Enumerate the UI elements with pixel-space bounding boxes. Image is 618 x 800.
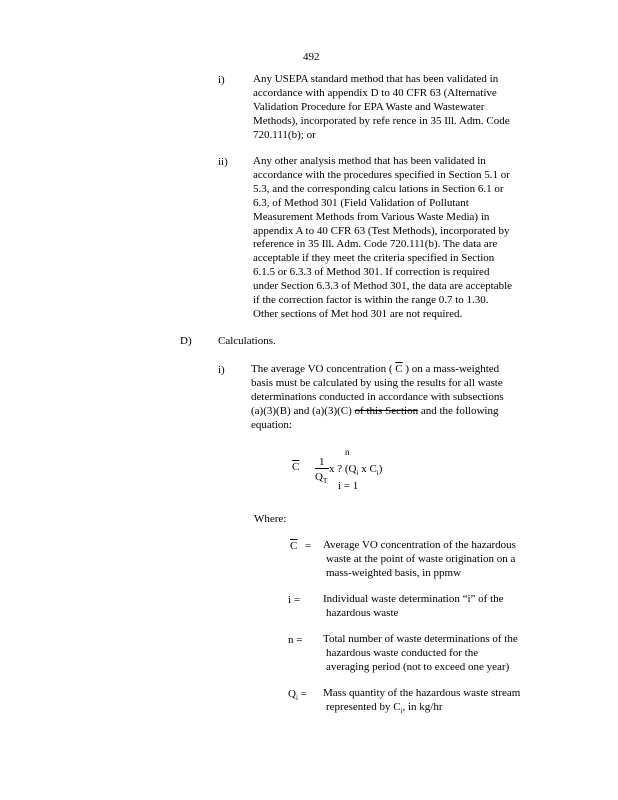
eq-body-start: x ? (Q [329,463,357,475]
struck-text: of this Section [354,404,419,417]
def-line: waste at the point of waste origination on a [326,552,516,565]
para-line1-pre: The average VO concentration ( [251,363,393,375]
section-d-i-line: basis must be calculated by using the results for all waste [251,376,503,389]
def-line: Individual waste determination “i” of the [323,593,504,605]
item-ii-line: 6.3, of Method 301 (Field Validation of Pollutant [253,196,469,209]
item-i-line: Any USEPA standard method that has been validated in [253,73,499,85]
def-q-equals: = [300,688,307,700]
eq-body-sub: i [356,469,359,477]
c-bar-symbol: $\overline{C}$ [395,363,403,375]
def-n-text [323,633,535,675]
def-i-text [323,593,523,621]
section-d-label: D) [180,335,192,347]
def-q-subscript: i [295,694,298,702]
equation-lower-limit: i = 1 [338,480,359,492]
equation-body [329,462,382,477]
item-i-line: 720.111(b); or [253,128,316,141]
section-d-i-line [251,405,531,419]
item-ii-line: Any other analysis method that has been validated in [253,155,486,167]
def-q-text [323,687,535,716]
equation-lhs: $\overline{C}$ [292,461,300,473]
def-c-symbol: $\overline{C}$ [290,540,298,552]
qt-symbol: Q [315,471,323,483]
item-ii-line: accordance with the procedures specified in Section 5.1 or [253,168,510,181]
def-q-line2a: represented by C [326,700,401,713]
def-q-line2-subscript: i [400,706,403,715]
def-line: averaging period (not to exceed one year) [326,660,510,673]
def-c-equals: = [305,540,312,552]
para-line1-post: ) on a mass-weighted [405,363,500,375]
para-line4-post: and the following [420,404,499,417]
section-d-i-label: i) [218,364,225,376]
section-d-i-text [251,363,531,433]
item-i-line: Validation Procedure for EPA Waste and Wastewater [253,100,485,113]
where-label: Where: [254,513,287,525]
item-ii-line: Measurement Methods from Various Waste Media) in [253,210,490,223]
item-ii-line: Other sections of Met hod 301 are not required. [253,307,463,320]
qt-subscript: T [322,477,328,485]
item-i-line: accordance with appendix D to 40 CFR 63 (Alternative [253,86,497,99]
def-i-symbol [288,593,300,607]
def-i-sym: i [288,594,292,606]
def-q-line2b: in kg/hr [407,700,443,713]
def-line: Total number of waste determinations of the [323,633,518,645]
def-line: mass-weighted basis, in ppmw [326,566,462,579]
eq-body-close: ) [378,463,383,475]
item-ii-line: if the correction factor is within the range 0.7 to 1.30. [253,294,489,307]
item-i-label: i) [218,74,225,86]
def-line: hazardous waste conducted for the [326,646,479,659]
para-line4-pre: (a)(3)(B) and (a)(3)(C) [251,404,352,417]
eq-body-sub2: i [376,469,379,477]
item-ii-line: appendix A to 40 CFR 63 (Test Methods), incorporated by [253,224,510,237]
item-ii-text [253,155,538,322]
fraction-bar [315,468,329,469]
item-ii-line: acceptable if they meet the criteria specified in Section [253,252,495,265]
equation [288,445,438,497]
def-line: Mass quantity of the hazardous waste stream [323,687,521,699]
section-d-i-line: determinations conducted in accordance with subsections [251,390,504,403]
section-d-title: Calculations. [218,335,276,347]
def-line: represented by $C_i$, in kg/hr [326,700,443,715]
def-n-sym: n [288,634,294,646]
item-ii-line: reference in 35 Ill. Adm. Code 720.111(b). The data are [253,238,498,251]
item-ii-line: 6.1.5 or 6.3.3 of Method 301. If correction is required [253,266,490,279]
item-ii-line: under Section 6.3.3 of Method 301, the data are acceptable [253,280,513,293]
def-c-text [323,539,535,581]
eq-body-end: x C [361,463,377,475]
item-i-text [253,73,528,143]
section-d-i-line: equation: [251,418,292,431]
item-ii-line: 5.3, and the corresponding calcu lations in Section 6.1 or [253,182,504,195]
def-line: Average VO concentration of the hazardous [323,539,516,551]
equation-numerator: 1 [319,456,325,468]
equation-denominator [315,470,327,485]
page-number: 492 [303,51,320,63]
def-n-equals: = [296,634,303,646]
section-d-i-line [251,363,531,377]
item-i-line: Methods), incorporated by refe rence in 35 Ill. Adm. Code [253,114,510,127]
item-ii-label: ii) [218,156,228,168]
equation-upper-limit: n [345,447,350,457]
def-q-sym: Q [288,688,296,700]
def-line: hazardous waste [326,606,399,619]
def-q-symbol [288,687,307,702]
def-n-symbol [288,633,302,647]
def-i-equals: = [293,594,301,606]
